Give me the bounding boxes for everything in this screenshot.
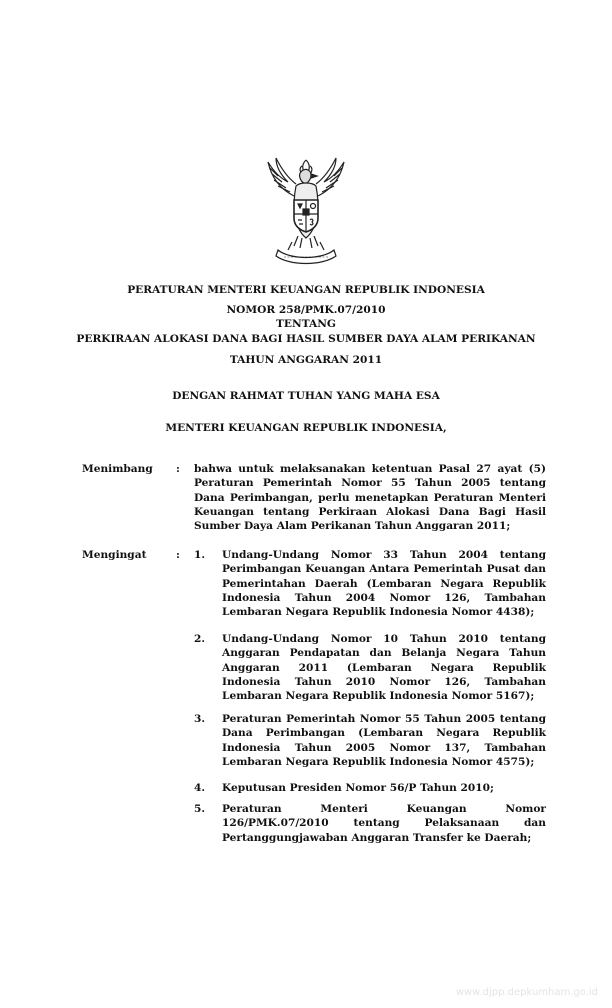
list-item-number: 1. xyxy=(194,549,206,561)
list-item-number: 2. xyxy=(194,633,206,645)
regulation-number: NOMOR 258/PMK.07/2010 xyxy=(226,304,386,316)
list-item-text: Undang-Undang Nomor 10 Tahun 2010 tentang Anggaran Pendapatan dan Belanja Negara Tahun Anggaran 2011 (Lembaran Negara Republik Indonesia Tahun 2010 Nomor 126, Tambahan Lembaran Negara Republik Indonesia Nomor 5167); xyxy=(222,633,546,703)
garuda-emblem-icon xyxy=(258,156,354,268)
list-item-number: 5. xyxy=(194,803,206,815)
list-item-number: 4. xyxy=(194,782,206,794)
watermark-url: www.djpp.depkumham.go.id xyxy=(455,987,598,998)
regulation-subject: PERKIRAAN ALOKASI DANA BAGI HASIL SUMBER DAYA ALAM PERIKANAN xyxy=(76,333,536,345)
issuer-line: MENTERI KEUANGAN REPUBLIK INDONESIA, xyxy=(165,422,447,434)
menimbang-label: Menimbang xyxy=(82,463,153,475)
list-item-text: Keputusan Presiden Nomor 56/P Tahun 2010; xyxy=(222,782,494,794)
tentang-label: TENTANG xyxy=(276,318,336,330)
regulation-title: PERATURAN MENTERI KEUANGAN REPUBLIK INDONESIA xyxy=(127,284,485,296)
menimbang-colon: : xyxy=(176,463,180,475)
list-item-number: 3. xyxy=(194,713,206,725)
mengingat-colon: : xyxy=(176,549,180,561)
fiscal-year: TAHUN ANGGARAN 2011 xyxy=(229,354,383,366)
list-item-text: Undang-Undang Nomor 33 Tahun 2004 tentang Perimbangan Keuangan Antara Pemerintah Pusat dan Pemerintahan Daerah (Lembaran Negara Republik Indonesia Tahun 2004 Nomor 126, Tambahan Lembaran Negara Republik Indonesia Nomor 4438); xyxy=(222,549,546,619)
mengingat-label: Mengingat xyxy=(82,549,147,561)
list-item-text: Peraturan Menteri Keuangan Nomor 126/PMK.07/2010 tentang Pelaksanaan dan Pertanggungjawaban Anggaran Transfer ke Daerah; xyxy=(222,803,546,844)
menimbang-text: bahwa untuk melaksanakan ketentuan Pasal 27 ayat (5) Peraturan Pemerintah Nomor 55 Tahun 2005 tentang Dana Perimbangan, perlu menetapkan Peraturan Menteri Keuangan tentang Perkiraan Alokasi Dana Bagi Hasil Sumber Daya Alam Perikanan Tahun Anggaran 2011; xyxy=(194,463,546,533)
preamble-phrase: DENGAN RAHMAT TUHAN YANG MAHA ESA xyxy=(172,390,440,402)
list-item-text: Peraturan Pemerintah Nomor 55 Tahun 2005 tentang Dana Perimbangan (Lembaran Negara Republik Indonesia Tahun 2005 Nomor 137, Tambahan Lembaran Negara Republik Indonesia Nomor 4575); xyxy=(222,713,546,768)
